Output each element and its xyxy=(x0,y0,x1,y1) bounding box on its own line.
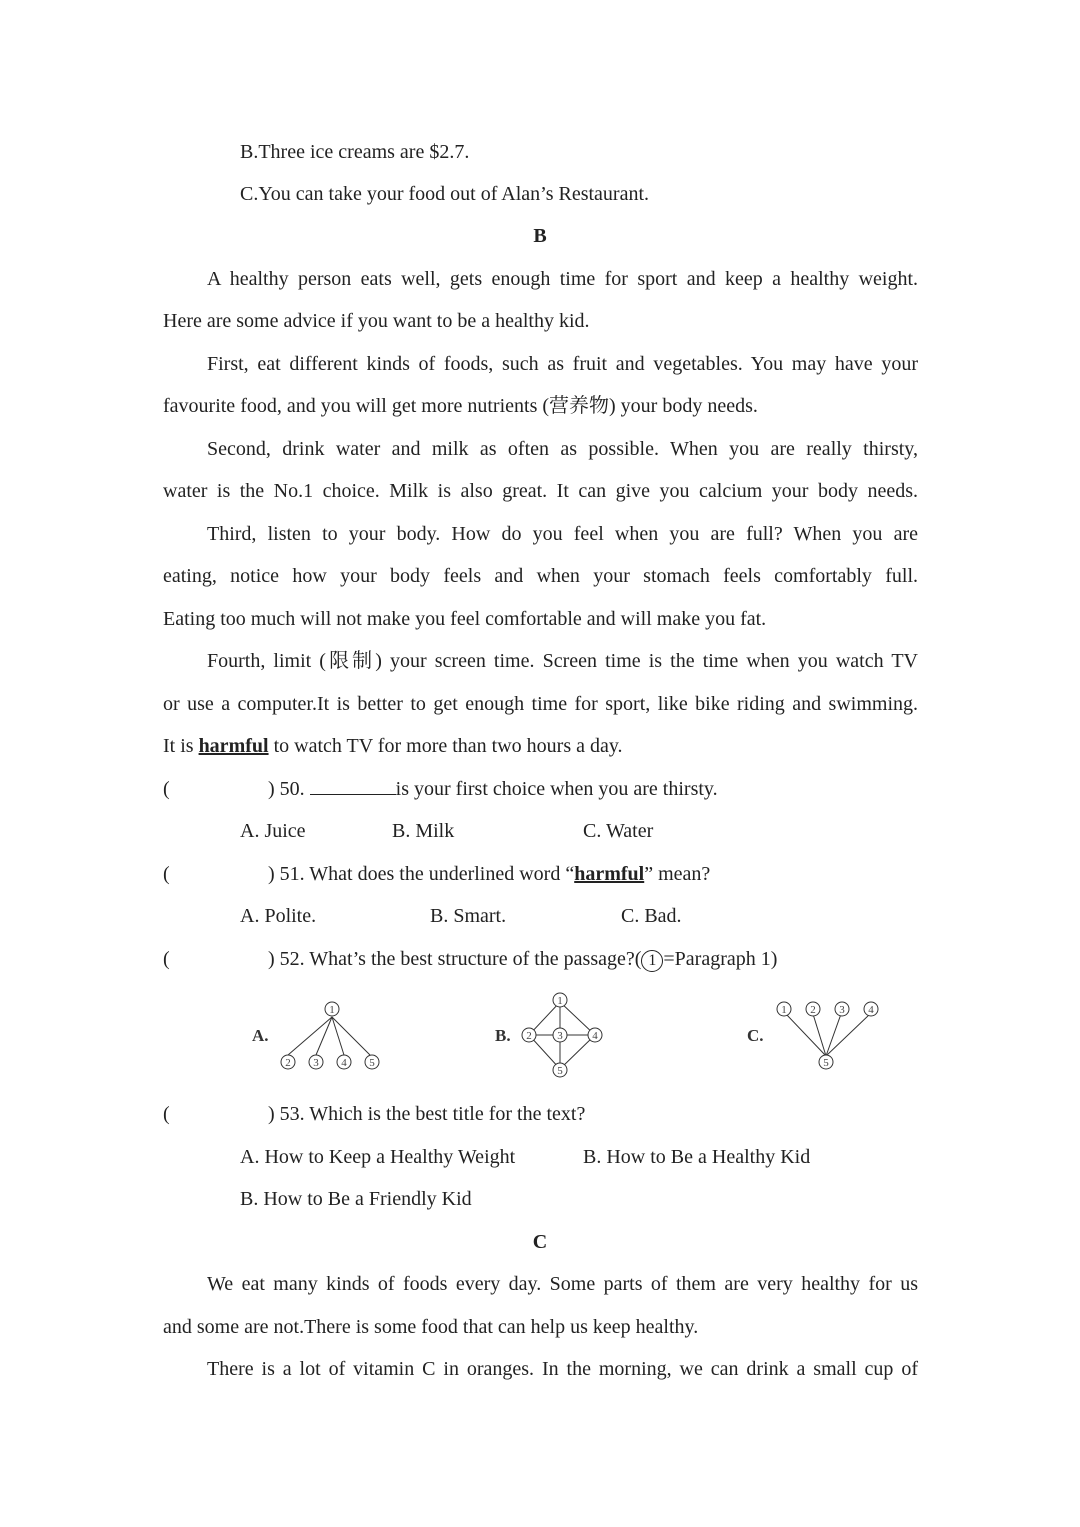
diagram-a xyxy=(252,1002,379,1069)
node: 2 xyxy=(285,1057,291,1069)
passage-line: Second, drink water and milk as often as possible. When you are really thirsty, xyxy=(207,438,918,460)
node: 2 xyxy=(526,1030,532,1042)
circled-number: 1 xyxy=(641,950,663,972)
node: 1 xyxy=(557,995,563,1007)
answer-paren[interactable]: ( xyxy=(163,1103,170,1125)
passage-line: Eating too much will not make you feel comfortable and will make you fat. xyxy=(163,608,767,630)
option-b: B. Milk xyxy=(392,820,455,842)
option-c: B. How to Be a Friendly Kid xyxy=(240,1188,472,1210)
node: 1 xyxy=(329,1004,335,1016)
answer-blank xyxy=(310,778,396,795)
passage-line: Third, listen to your body. How do you feel when you are full? When you are xyxy=(207,523,918,545)
passage-line: and some are not.There is some food that can help us keep healthy. xyxy=(163,1316,699,1338)
option-c: C. Bad. xyxy=(621,905,682,927)
answer-paren[interactable]: ( xyxy=(163,948,170,970)
q-text: is your first choice when you are thirsty. xyxy=(395,778,718,800)
option-a: A. Juice xyxy=(240,820,306,842)
node: 5 xyxy=(823,1057,829,1069)
passage-line: favourite food, and you will get more nutrients (营养物) your body needs. xyxy=(163,395,758,417)
question-text xyxy=(268,777,718,801)
passage-line: Fourth, limit (限制) your screen time. Screen time is the time when you watch TV xyxy=(207,650,918,672)
underlined-word: harmful xyxy=(574,863,645,885)
question-text xyxy=(268,947,777,972)
question-text xyxy=(268,862,710,886)
node: 3 xyxy=(839,1004,845,1016)
passage-line: First, eat different kinds of foods, such as fruit and vegetables. You may have your xyxy=(207,353,918,375)
diagram-b xyxy=(495,993,602,1077)
diagram-label: C. xyxy=(747,1026,764,1045)
option-b: B. Smart. xyxy=(430,905,507,927)
option-c-prev: C.You can take your food out of Alan’s Restaurant. xyxy=(240,183,650,205)
question-text: ) 53. Which is the best title for the text? xyxy=(268,1103,586,1125)
passage-line: We eat many kinds of foods every day. Some parts of them are very healthy for us xyxy=(207,1273,918,1295)
structure-diagrams xyxy=(240,990,900,1085)
node: 4 xyxy=(868,1004,874,1016)
option-a: A. How to Keep a Healthy Weight xyxy=(240,1146,516,1168)
diagram-label: B. xyxy=(495,1026,511,1045)
node: 4 xyxy=(341,1057,347,1069)
node: 5 xyxy=(557,1065,563,1077)
q-num: ) 52. What’s the best structure of the passage?( xyxy=(268,948,642,970)
passage-line: Here are some advice if you want to be a healthy kid. xyxy=(163,310,590,332)
text: to watch TV for more than two hours a day. xyxy=(268,735,623,757)
passage-line: water is the No.1 choice. Milk is also great. It can give you calcium your body needs. xyxy=(163,480,918,502)
q-text: ” mean? xyxy=(644,863,711,885)
passage-line: A healthy person eats well, gets enough time for sport and keep a healthy weight. xyxy=(207,268,918,290)
passage-line: There is a lot of vitamin C in oranges. In the morning, we can drink a small cup of xyxy=(207,1358,918,1380)
diagram-label: A. xyxy=(252,1026,269,1045)
section-b-heading: B xyxy=(533,225,547,247)
passage-line: or use a computer.It is better to get enough time for sport, like bike riding and swimming. xyxy=(163,693,918,715)
option-a: A. Polite. xyxy=(240,905,317,927)
option-b: B. How to Be a Healthy Kid xyxy=(583,1146,811,1168)
node: 4 xyxy=(592,1030,598,1042)
node: 3 xyxy=(557,1030,563,1042)
diagram-c xyxy=(747,1002,878,1069)
q-text: =Paragraph 1) xyxy=(663,948,778,970)
option-c: C. Water xyxy=(583,820,654,842)
node: 2 xyxy=(810,1004,816,1016)
passage-last-line xyxy=(163,734,623,758)
node: 3 xyxy=(313,1057,319,1069)
underlined-word: harmful xyxy=(198,735,269,757)
node: 1 xyxy=(781,1004,787,1016)
option-b-prev: B.Three ice creams are $2.7. xyxy=(240,141,470,163)
q-num: ) 50. xyxy=(268,778,310,800)
text: It is xyxy=(163,735,199,757)
node: 5 xyxy=(369,1057,375,1069)
q-num: ) 51. What does the underlined word “ xyxy=(268,863,575,885)
answer-paren[interactable]: ( xyxy=(163,778,170,800)
passage-line: eating, notice how your body feels and when your stomach feels comfortably full. xyxy=(163,565,918,587)
section-c-heading: C xyxy=(532,1231,548,1253)
answer-paren[interactable]: ( xyxy=(163,863,170,885)
